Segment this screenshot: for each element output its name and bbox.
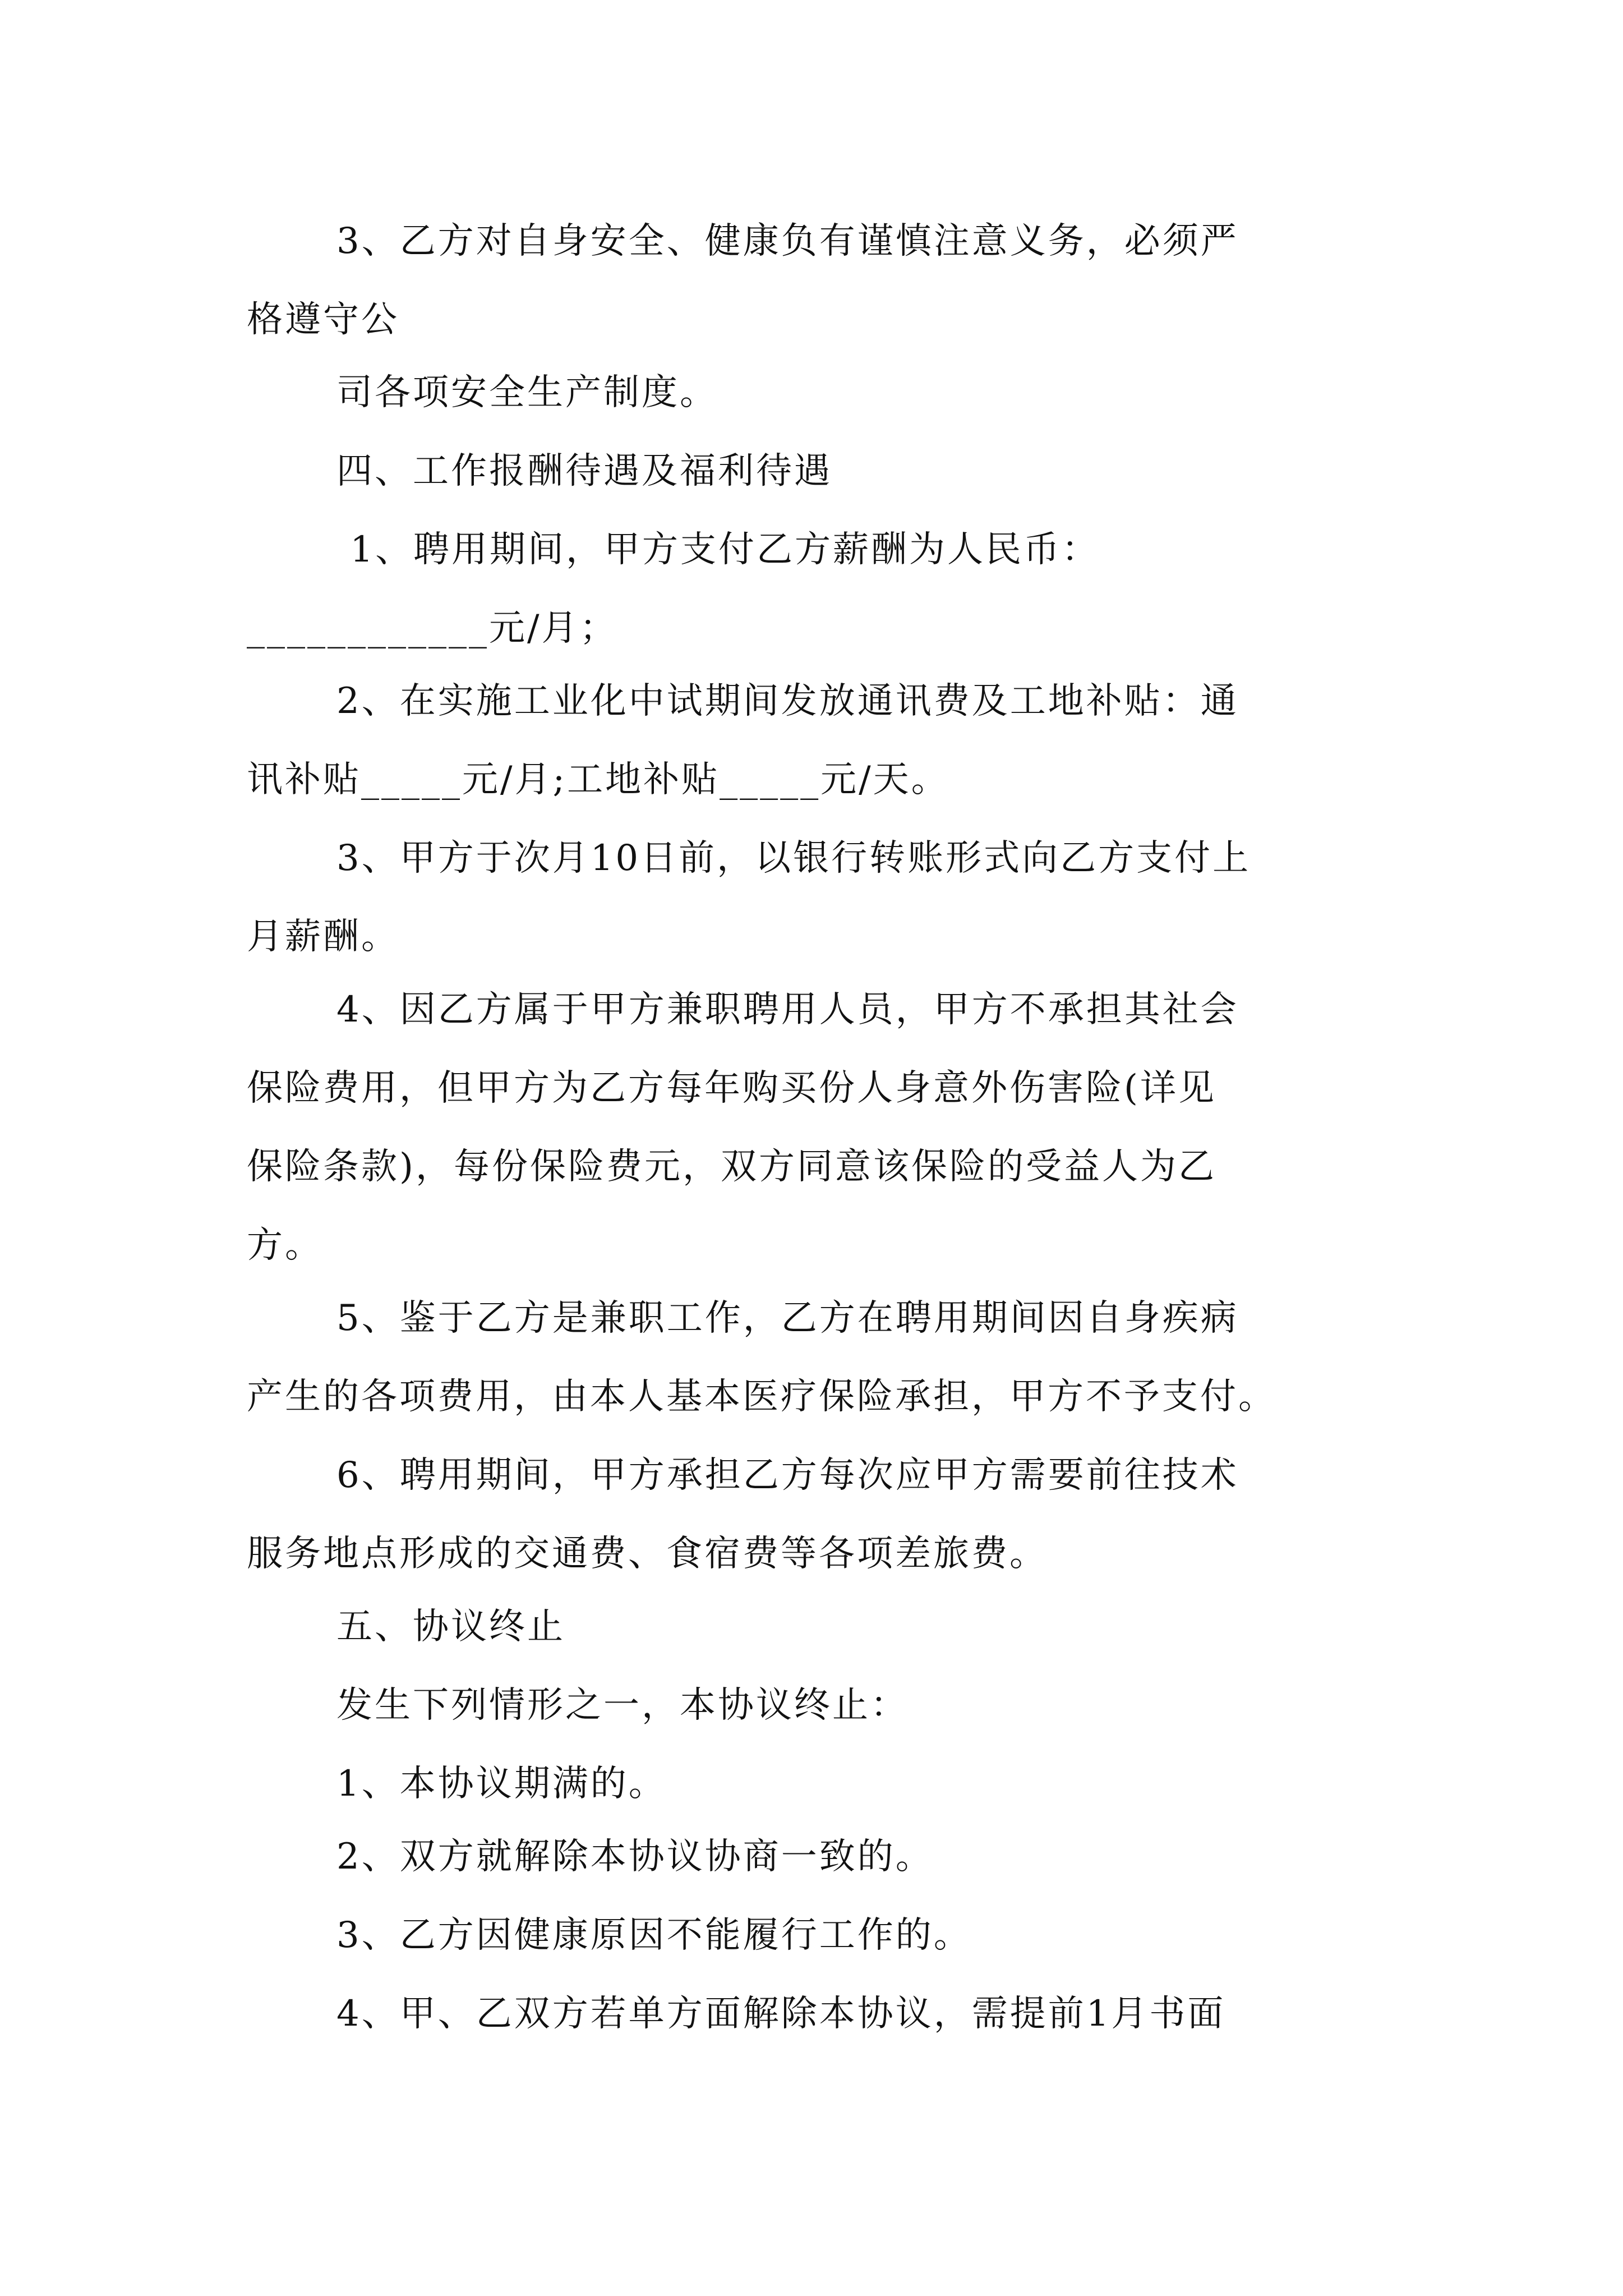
text-line: 4、因乙方属于甲方兼职聘用人员，甲方不承担其社会 — [336, 989, 1239, 1030]
text-line: 司各项安全生产制度。 — [336, 372, 718, 413]
text-line: 2、在实施工业化中试期间发放通讯费及工地补贴：通 — [336, 680, 1239, 722]
text-line: 1、聘用期间，甲方支付乙方薪酬为人民币： — [336, 529, 1100, 570]
text-line: 发生下列情形之一，本协议终止： — [336, 1685, 909, 1726]
list-item: 2、双方就解除本协议协商一致的。 — [336, 1836, 934, 1878]
list-item: 4、甲、乙双方若单方面解除本协议，需提前1月书面 — [336, 1993, 1226, 2035]
list-item: 3、乙方因健康原因不能履行工作的。 — [336, 1915, 972, 1956]
text-line: 6、聘用期间，甲方承担乙方每次应甲方需要前往技术 — [336, 1455, 1239, 1496]
text-line: 格遵守公 — [247, 299, 399, 341]
section-heading: 五、协议终止 — [336, 1606, 565, 1648]
text-line: 方。 — [247, 1225, 323, 1266]
text-line: 讯补贴_____元/月;工地补贴_____元/天。 — [247, 759, 949, 800]
text-line: 5、鉴于乙方是兼职工作，乙方在聘用期间因自身疾病 — [336, 1297, 1239, 1339]
list-item: 1、本协议期满的。 — [336, 1763, 667, 1805]
text-line: 3、乙方对自身安全、健康负有谨慎注意义务，必须严 — [336, 220, 1239, 262]
text-line: 服务地点形成的交通费、食宿费等各项差旅费。 — [247, 1533, 1048, 1575]
text-line: 保险费用，但甲方为乙方每年购买份人身意外伤害险(详见 — [247, 1068, 1216, 1109]
text-line: 保险条款)，每份保险费元，双方同意该保险的受益人为乙 — [247, 1146, 1216, 1188]
text-line: 3、甲方于次月10日前，以银行转账形式向乙方支付上 — [336, 838, 1251, 879]
text-line: 产生的各项费用，由本人基本医疗保险承担，甲方不予支付。 — [247, 1376, 1276, 1418]
text-line: ____________元/月； — [247, 608, 618, 649]
section-heading: 四、工作报酬待遇及福利待遇 — [336, 450, 832, 492]
text-line: 月薪酬。 — [247, 916, 399, 958]
